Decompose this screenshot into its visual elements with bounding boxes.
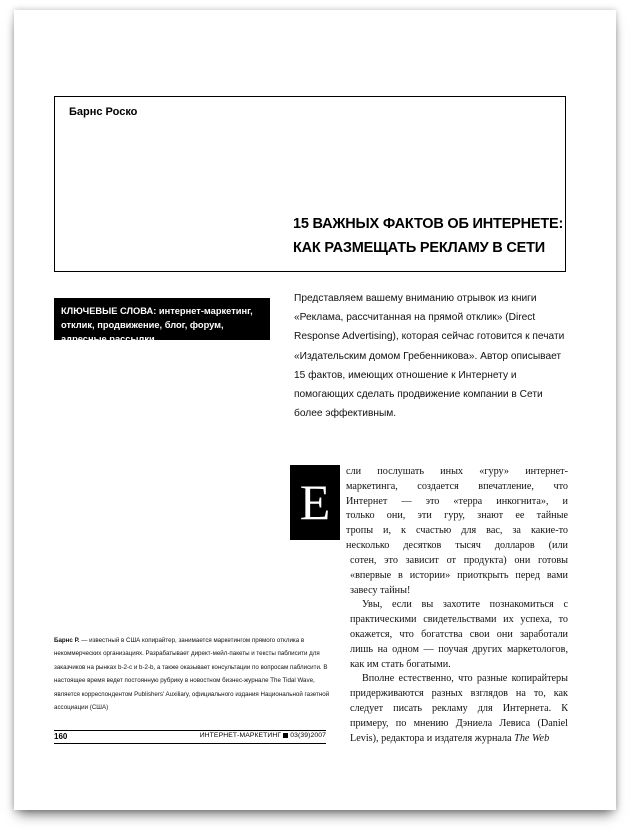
issue-number: 03(39)2007 — [290, 732, 326, 739]
journal-name-italic: The Web — [514, 732, 550, 744]
article-line: тропы и, к счастью для вас, за какие-то — [346, 525, 568, 537]
article-line: маркетинга, создается впечатление, что — [346, 480, 568, 492]
article-line: несколько десятков тысяч долларов (или — [346, 539, 568, 551]
author-name: Барнс Роско — [69, 106, 138, 118]
keywords-label: КЛЮЧЕВЫЕ СЛОВА: — [61, 306, 157, 316]
journal-footer — [200, 732, 326, 739]
author-bio — [54, 634, 332, 714]
journal-name: ИНТЕРНЕТ-МАРКЕТИНГ — [199, 732, 282, 739]
keywords-text: интернет-маркетинг, отклик, продвижение, блог, форум, адресные рассылки — [61, 306, 253, 344]
footer-rule-bottom — [54, 743, 326, 744]
article-paragraph-3-text: Вполне естественно, что разные копирайтеры придерживаются разных взглядов на то, как следует писать рекламу для Интернета. К примеру, по мнению Дэниела Левиса (Daniel Levis), редактора и издателя журнала — [350, 673, 568, 744]
article-line: только они, эти гуру, знают ее тайные — [346, 510, 568, 522]
article-line: Интернет — это «терра инкогнита», и — [346, 495, 568, 507]
article-paragraph-2: Увы, если вы захотите познакомиться с практическими свидетельствами их успеха, то окажется, что богатства свои они заработали лишь на одном — поучая других маркетологов, как им стать богатыми. — [350, 599, 568, 670]
article-paragraph-1-rest: сотен, это зависит от продукта) они готовы «впервые в истории» приоткрыть перед вами завесу тайны! — [350, 555, 568, 596]
page-number: 160 — [54, 732, 68, 741]
article-body — [350, 554, 568, 746]
article-title — [293, 212, 563, 260]
square-bullet-icon — [283, 733, 288, 738]
title-frame — [54, 96, 566, 272]
article-paragraph-3 — [350, 672, 568, 746]
bio-name: Барнс Р. — [54, 637, 80, 644]
title-line-1: 15 ВАЖНЫХ ФАКТОВ ОБ ИНТЕРНЕТЕ: — [293, 216, 564, 232]
drop-cap: Е — [290, 465, 340, 540]
title-line-2: КАК РАЗМЕЩАТЬ РЕКЛАМУ В СЕТИ — [293, 240, 546, 256]
bio-text: — известный в США копирайтер, занимается маркетингом прямого отклика в некоммерческих организациях. Разрабатывает директ-мейл-пакеты и тексты паблисити для заказчиков на рынках b-2-с и b-2-b, а также оказывает консультации по вопросам паблисити. В настоящее время ведет постоянную рубрику в новостном бизнес-журнале The Tidal Wave, является корреспондентом Publishers' Auxiliary, официального издания Национальной газетной ассоциации (США) — [54, 637, 330, 712]
article-line: сли послушать иных «гуру» интернет- — [346, 466, 568, 477]
magazine-page — [14, 10, 616, 810]
article-text-beside-dropcap — [346, 465, 568, 554]
lead-paragraph: Представляем вашему вниманию отрывок из книги «Реклама, рассчитанная на прямой отклик» (Direct Response Advertising), которая сейчас готовится к печати «Издательским домом Гребенникова». Автор описывает 15 фактов, имеющих отношение к Интернету и помогающих сделать продвижение компании в Сети более эффективным. — [294, 293, 565, 420]
keywords-box — [54, 298, 270, 344]
footer-rule-top — [54, 730, 326, 731]
